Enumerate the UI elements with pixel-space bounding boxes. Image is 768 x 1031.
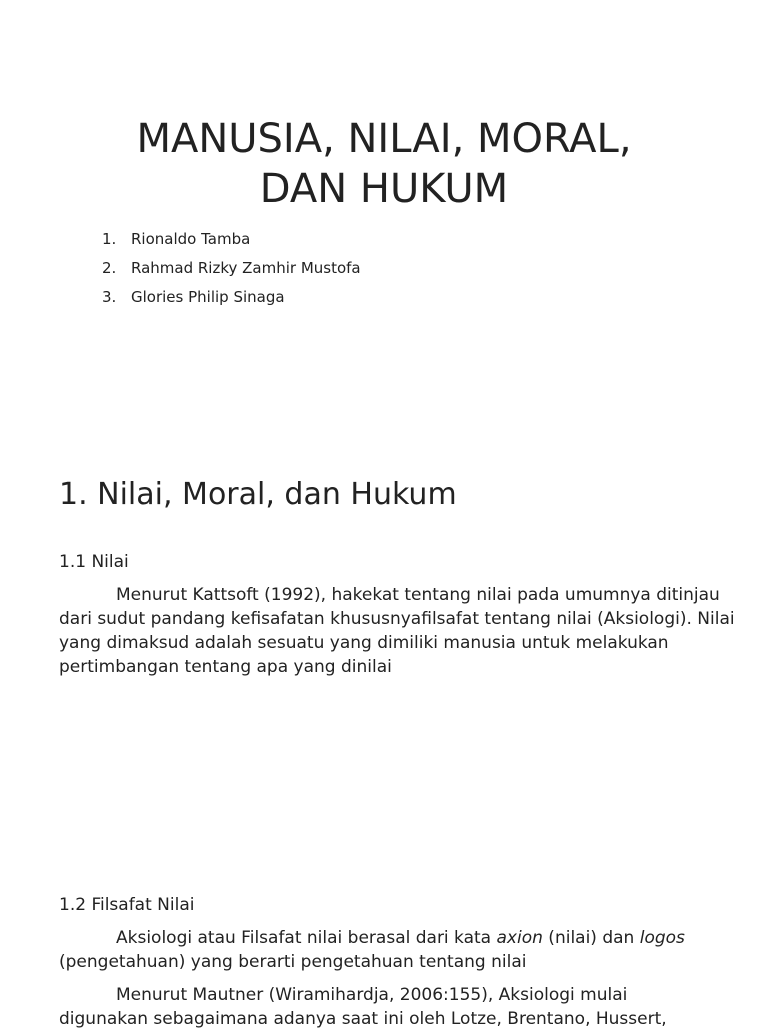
title-line-2: DAN HUKUM xyxy=(259,166,509,212)
italic-term-logos: logos xyxy=(639,928,685,948)
title-line-1: MANUSIA, NILAI, MORAL, xyxy=(136,116,632,162)
text-run: (pengetahuan) yang berarti pengetahuan tentang nilai xyxy=(59,952,527,972)
author-item xyxy=(102,286,361,315)
author-item xyxy=(102,257,361,286)
author-number: 1. xyxy=(102,230,117,248)
author-item xyxy=(102,228,361,257)
text-run: Aksiologi atau Filsafat nilai berasal dari kata xyxy=(116,928,497,948)
author-name: Rionaldo Tamba xyxy=(131,230,251,248)
text-run: (nilai) dan xyxy=(542,928,640,948)
author-name: Rahmad Rizky Zamhir Mustofa xyxy=(131,259,361,277)
author-list xyxy=(102,228,361,315)
author-name: Glories Philip Sinaga xyxy=(131,288,285,306)
subsection-heading-filsafat-nilai: 1.2 Filsafat Nilai xyxy=(59,895,195,915)
italic-term-axion: axion xyxy=(496,928,543,948)
text-line: digunakan sebagaimana adanya saat ini oleh Lotze, Brentano, Hussert, xyxy=(59,1009,667,1029)
paragraph-aksiologi xyxy=(59,926,739,974)
subsection-heading-nilai: 1.1 Nilai xyxy=(59,552,129,572)
title-slide xyxy=(0,0,768,450)
author-number: 2. xyxy=(102,259,117,277)
paragraph-nilai: Menurut Kattsoft (1992), hakekat tentang nilai pada umumnya ditinjau dari sudut pandang kefisafatan khususnyafilsafat tentang nilai (Aksiologi). Nilai yang dimaksud adalah sesuatu yang dimiliki manusia untuk melakukan pertimbangan tentang apa yang dinilai xyxy=(59,585,735,677)
section-title: 1. Nilai, Moral, dan Hukum xyxy=(59,477,457,512)
text-line: Menurut Mautner (Wiramihardja, 2006:155), Aksiologi mulai xyxy=(116,985,628,1005)
document-title xyxy=(0,114,768,214)
author-number: 3. xyxy=(102,288,117,306)
